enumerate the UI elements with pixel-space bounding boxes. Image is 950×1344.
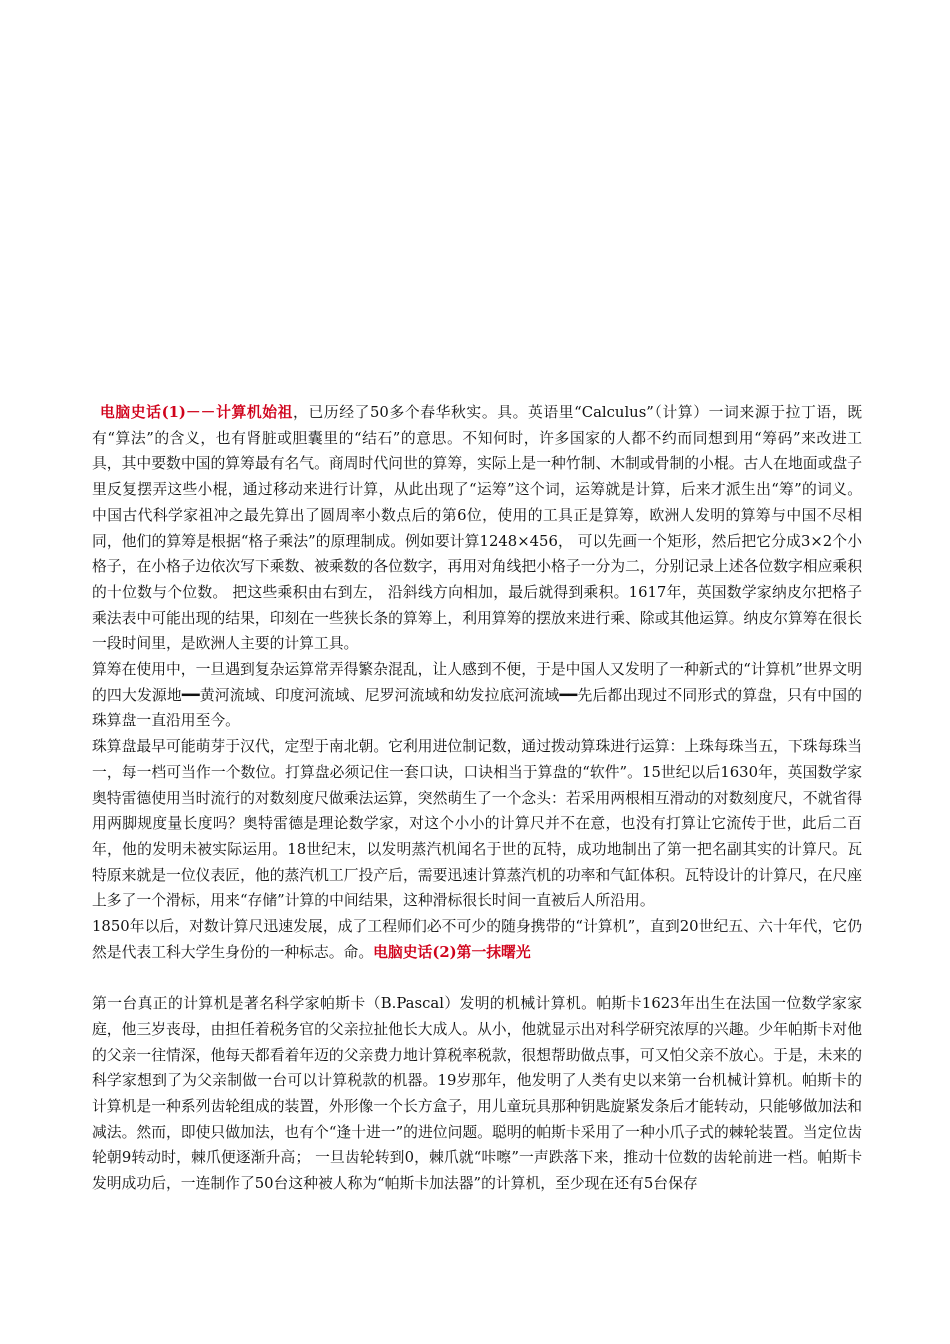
paragraph-3: 珠算盘最早可能萌芽于汉代，定型于南北朝。它利用进位制记数，通过拨动算珠进行运算：上珠每珠当五，下珠每珠当一，每一档可当作一个数位。打算盘必须记住一套口诀，口诀相当于算盘的“软件”。15世纪以后1630年，英国数学家奥特雷德使用当时流行的对数刻度尺做乘法运算，突然萌生了一个念头：若采用两根相互滑动的对数刻度尺，不就省得用两脚规度量长度吗？奥特雷德是理论数学家，对这个小小的计算尺并不在意，也没有打算让它流传于世，此后二百年，他的发明未被实际运用。18世纪末，以发明蒸汽机闻名于世的瓦特，成功地制出了第一把名副其实的计算尺。瓦特原来就是一位仪表匠，他的蒸汽机工厂投产后，需要迅速计算蒸汽机的功率和气缸体积。瓦特设计的计算尺，在尺座上多了一个滑标，用来“存储”计算的中间结果，这种滑标很长时间一直被后人所沿用。 bbox=[92, 738, 862, 910]
paragraph-1 bbox=[92, 400, 862, 657]
paragraph-1-text: ，已历经了50多个春华秋实。具。英语里“Calculus”（计算）一词来源于拉丁语，既有“算法”的含义，也有肾脏或胆囊里的“结石”的意思。不知何时，许多国家的人都不约而同想到用“筹码”来改进工具，其中要数中国的算筹最有名气。商周时代问世的算筹，实际上是一种竹制、木制或骨制的小棍。古人在地面或盘子里反复摆弄这些小棍，通过移动来进行计算，从此出现了“运筹”这个词，运筹就是计算，后来才派生出“筹”的词义。中国古代科学家祖冲之最先算出了圆周率小数点后的第6位，使用的工具正是算筹，欧洲人发明的算筹与中国不尽相同，他们的算筹是根据“格子乘法”的原理制成。例如要计算1248×456， 可以先画一个矩形，然后把它分成3×2个小格子，在小格子边依次写下乘数、被乘数的各位数字，再用对角线把小格子一分为二，分别记录上述各位数字相应乘积的十位数与个位数。 把这些乘积由右到左， 沿斜线方向相加，最后就得到乘积。1617年，英国数学家纳皮尔把格子乘法表中可能出现的结果，印刻在一些狭长条的算筹上，利用算筹的摆放来进行乘、除或其他运算。纳皮尔算筹在很长一段时间里，是欧洲人主要的计算工具。 bbox=[92, 404, 862, 653]
blank-line bbox=[92, 965, 862, 991]
paragraph-4 bbox=[92, 914, 862, 965]
paragraph-2: 算筹在使用中，一旦遇到复杂运算常弄得繁杂混乱，让人感到不便，于是中国人又发明了一种新式的“计算机”世界文明的四大发源地━━黄河流域、印度河流域、尼罗河流域和幼发拉底河流域━━先后都出现过不同形式的算盘，只有中国的珠算盘一直沿用至今。 bbox=[92, 661, 862, 730]
document-body bbox=[92, 400, 862, 1197]
section-1-title: 电脑史话(1)－－计算机始祖 bbox=[100, 404, 294, 421]
section-2-title: 电脑史话(2)第一抹曙光 bbox=[373, 943, 531, 961]
paragraph-4-text: 1850年以后，对数计算尺迅速发展，成了工程师们必不可少的随身携带的“计算机”，直到20世纪五、六十年代，它仍然是代表工科大学生身份的一种标志。命。 bbox=[92, 918, 862, 961]
paragraph-5: 第一台真正的计算机是著名科学家帕斯卡（B.Pascal）发明的机械计算机。帕斯卡1623年出生在法国一位数学家家庭，他三岁丧母，由担任着税务官的父亲拉扯他长大成人。从小，他就显示出对科学研究浓厚的兴趣。少年帕斯卡对他的父亲一往情深，他每天都看着年迈的父亲费力地计算税率税款，很想帮助做点事，可又怕父亲不放心。于是，未来的科学家想到了为父亲制做一台可以计算税款的机器。19岁那年，他发明了人类有史以来第一台机械计算机。帕斯卡的计算机是一种系列齿轮组成的装置，外形像一个长方盒子，用儿童玩具那种钥匙旋紧发条后才能转动，只能够做加法和减法。然而，即使只做加法，也有个“逢十进一”的进位问题。聪明的帕斯卡采用了一种小爪子式的棘轮装置。当定位齿轮朝9转动时，棘爪便逐渐升高； 一旦齿轮转到0，棘爪就“咔嚓”一声跌落下来，推动十位数的齿轮前进一档。帕斯卡发明成功后，一连制作了50台这种被人称为“帕斯卡加法器”的计算机，至少现在还有5台保存 bbox=[92, 995, 862, 1193]
